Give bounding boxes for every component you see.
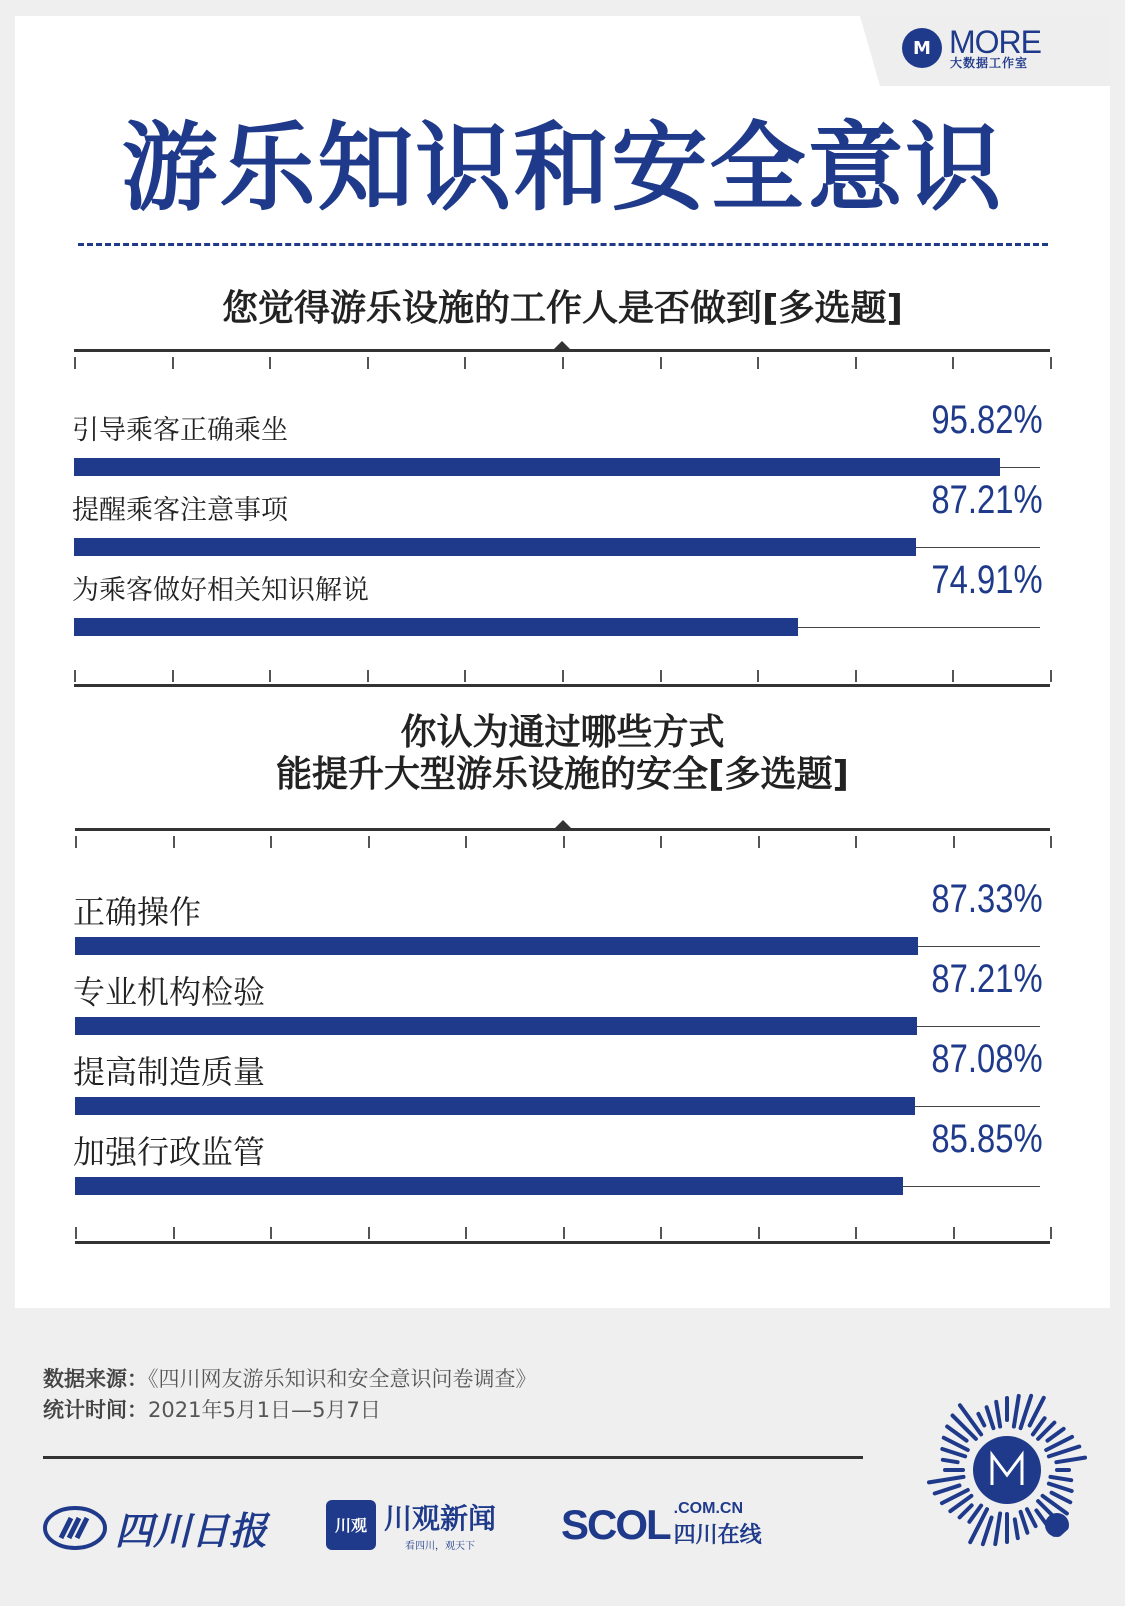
- tick-mark: [953, 836, 955, 848]
- brand-subtitle: 大数据工作室: [950, 56, 1029, 70]
- qr-ray: [983, 1518, 992, 1545]
- qr-ray: [995, 1513, 1000, 1544]
- tick-mark: [563, 1227, 565, 1239]
- bar-label: 加强行政监管: [73, 1133, 266, 1171]
- tick-mark: [562, 670, 564, 682]
- bar: [74, 458, 1000, 476]
- tick-mark: [1050, 357, 1052, 369]
- chuanguan-slogan: 看四川，观天下: [405, 1541, 475, 1552]
- axis-notch: [555, 820, 571, 828]
- bar: [75, 1017, 917, 1035]
- qr-ray: [943, 1460, 958, 1462]
- tick-mark: [269, 670, 271, 682]
- tick-mark: [173, 1227, 175, 1239]
- tick-mark: [465, 836, 467, 848]
- tick-mark: [172, 357, 174, 369]
- footer-divider: [43, 1456, 863, 1459]
- qr-ray: [935, 1485, 960, 1493]
- bar-value-label: 87.21%: [931, 478, 1043, 522]
- scdaily-name: 四川日报: [115, 1508, 268, 1553]
- bar: [75, 1177, 903, 1195]
- page-title: 游乐知识和安全意识: [121, 112, 1004, 224]
- tick-mark: [1050, 836, 1052, 848]
- tick-mark: [562, 357, 564, 369]
- tick-mark: [952, 670, 954, 682]
- tick-mark: [464, 357, 466, 369]
- tick-mark: [465, 1227, 467, 1239]
- qr-ray: [942, 1449, 965, 1456]
- bar-label: 提醒乘客注意事项: [72, 495, 288, 526]
- bottom-axis-line: [75, 1241, 1050, 1244]
- scdaily-icon: [43, 1506, 107, 1550]
- tick-mark: [464, 670, 466, 682]
- chart-2-title: 你认为通过哪些方式 能提升大型游乐设施的安全[多选题]: [276, 712, 849, 795]
- bar-value-label: 85.85%: [931, 1117, 1043, 1161]
- qr-ray: [1052, 1493, 1071, 1503]
- tick-mark: [74, 670, 76, 682]
- bottom-axis-line: [74, 684, 1050, 687]
- bar: [75, 1097, 915, 1115]
- tick-mark: [953, 1227, 955, 1239]
- tick-mark: [368, 1227, 370, 1239]
- tick-mark: [563, 836, 565, 848]
- qr-ray: [1014, 1396, 1019, 1427]
- tick-mark: [660, 1227, 662, 1239]
- qr-ray: [1049, 1484, 1072, 1491]
- axis-notch: [554, 341, 570, 349]
- stat-period: [43, 1394, 381, 1424]
- bar-label: 为乘客做好相关知识解说: [72, 575, 369, 606]
- tick-mark: [855, 670, 857, 682]
- bar: [74, 618, 798, 636]
- qr-ray: [996, 1402, 1000, 1427]
- scdaily-logo: [43, 1500, 267, 1555]
- qr-ray: [929, 1477, 964, 1482]
- qr-ray: [960, 1405, 981, 1434]
- bar-label: 提高制造质量: [73, 1053, 266, 1091]
- brand-name: MORE: [949, 24, 1041, 60]
- bar-label: 正确操作: [73, 893, 202, 931]
- tick-mark: [660, 357, 662, 369]
- stat-period-value: 2021年5月1日—5月7日: [148, 1398, 381, 1422]
- tick-mark: [952, 357, 954, 369]
- tick-mark: [75, 836, 77, 848]
- chuanguan-name: 川观新闻: [384, 1502, 497, 1535]
- qr-ray: [987, 1407, 994, 1428]
- tick-mark: [660, 670, 662, 682]
- title-divider: [78, 243, 1048, 246]
- bar-value-label: 87.08%: [931, 1037, 1043, 1081]
- bar-value-label: 87.33%: [931, 877, 1043, 921]
- scol-logo: [561, 1500, 762, 1549]
- chart-1-title: 您觉得游乐设施的工作人是否做到[多选题]: [222, 288, 903, 329]
- qr-ray: [1021, 1512, 1028, 1533]
- tick-mark: [367, 357, 369, 369]
- tick-mark: [270, 836, 272, 848]
- data-source-label: 数据来源：: [43, 1367, 148, 1391]
- tick-mark: [367, 670, 369, 682]
- bar: [74, 538, 916, 556]
- qr-ray: [978, 1414, 984, 1426]
- tick-mark: [269, 357, 271, 369]
- bar: [75, 937, 918, 955]
- tick-mark: [368, 836, 370, 848]
- mini-program-qr-icon[interactable]: [922, 1385, 1092, 1555]
- qr-ray: [1056, 1458, 1085, 1463]
- tick-mark: [173, 836, 175, 848]
- data-source-value: 《四川网友游乐知识和安全意识问卷调查》: [148, 1367, 537, 1391]
- bar-value-label: 87.21%: [931, 957, 1043, 1001]
- top-axis-line: [75, 828, 1050, 831]
- scol-domain: .COM.CN: [673, 1500, 743, 1517]
- tick-mark: [1050, 1227, 1052, 1239]
- tick-mark: [757, 670, 759, 682]
- tick-mark: [758, 836, 760, 848]
- tick-mark: [660, 836, 662, 848]
- qr-ray: [1015, 1519, 1018, 1538]
- bar-value-label: 95.82%: [931, 398, 1043, 442]
- tick-mark: [270, 1227, 272, 1239]
- tick-mark: [757, 357, 759, 369]
- bar-value-label: 74.91%: [931, 558, 1043, 602]
- data-source: [43, 1363, 537, 1393]
- more-logo-icon: M: [902, 28, 942, 68]
- top-axis-line: [74, 349, 1050, 352]
- chuanguan-logo: [326, 1497, 496, 1552]
- qr-ray: [1050, 1477, 1071, 1480]
- qr-ray: [1047, 1429, 1063, 1441]
- qr-ray: [1027, 1509, 1036, 1526]
- stat-period-label: 统计时间：: [43, 1398, 148, 1422]
- bar-label: 专业机构检验: [73, 973, 266, 1011]
- tick-mark: [75, 1227, 77, 1239]
- scol-cn-name: 四川在线: [673, 1523, 762, 1548]
- tick-mark: [855, 1227, 857, 1239]
- tick-mark: [758, 1227, 760, 1239]
- scol-name: SCOL: [561, 1500, 670, 1548]
- tick-mark: [855, 357, 857, 369]
- chuanguan-badge-icon: 川观: [326, 1500, 376, 1550]
- tick-mark: [1050, 670, 1052, 682]
- tick-mark: [74, 357, 76, 369]
- qr-ray: [960, 1505, 972, 1517]
- bar-label: 引导乘客正确乘坐: [72, 415, 288, 446]
- tick-mark: [172, 670, 174, 682]
- tick-mark: [855, 836, 857, 848]
